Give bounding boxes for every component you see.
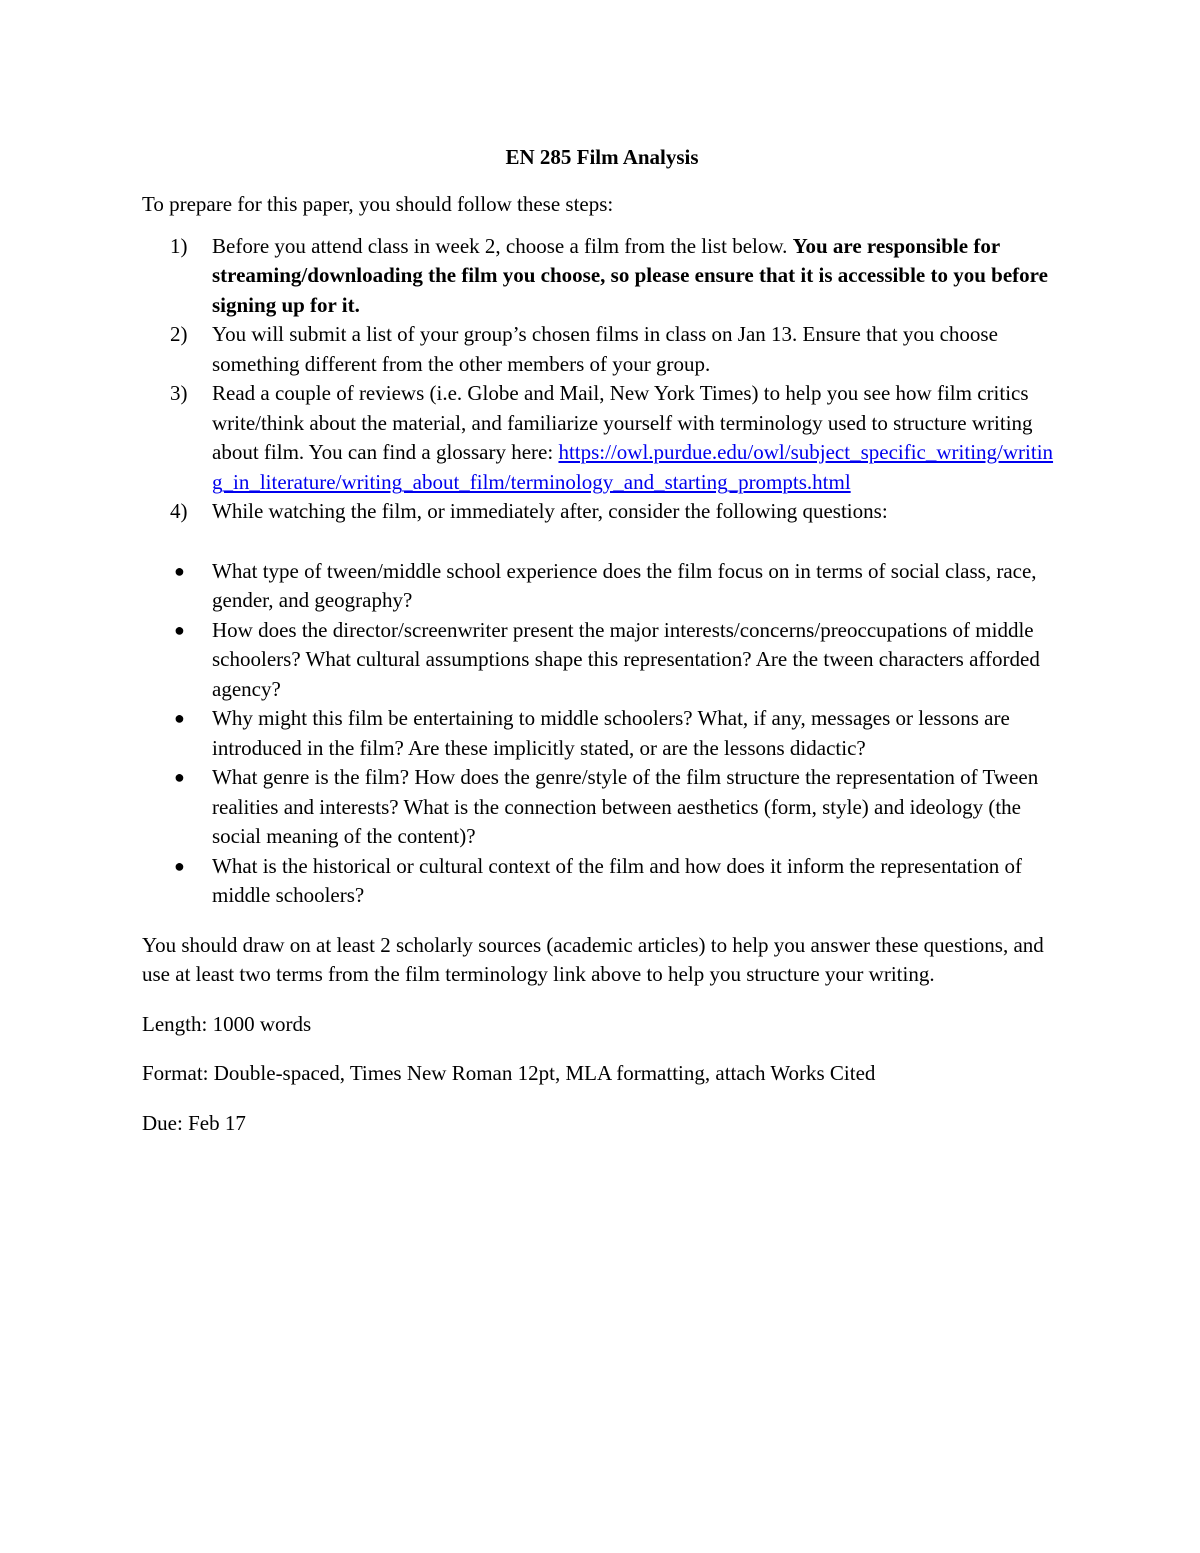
step-text: You will submit a list of your group’s chosen films in class on Jan 13. Ensure that you choose something different from the other members of your group. <box>212 322 998 376</box>
step-number: 4) <box>170 499 188 523</box>
intro-text: To prepare for this paper, you should follow these steps: <box>142 192 614 216</box>
step-4 <box>142 497 1062 527</box>
glossary-link[interactable]: https://owl.purdue.edu/owl/subject_specific_writing/writing_in_literature/writing_about_film/terminology_and_starting_prompts.html <box>212 440 1054 494</box>
bullet-icon: ● <box>174 708 185 728</box>
question-item <box>142 704 1062 763</box>
step-1 <box>142 232 1062 321</box>
step-text: Before you attend class in week 2, choose a film from the list below. <box>212 233 793 258</box>
question-item <box>142 763 1062 852</box>
question-text: What is the historical or cultural context of the film and how does it inform the representation of middle schoolers? <box>212 853 1023 907</box>
step-text: While watching the film, or immediately after, consider the following questions: <box>212 499 888 523</box>
question-text: How does the director/screenwriter present the major interests/concerns/preoccupations of middle schoolers? What cultural assumptions shape this representation? Are the tween characters afforded agency? <box>212 617 1040 701</box>
bullet-icon: ● <box>174 560 185 581</box>
question-item <box>142 616 1062 705</box>
length-line: Length: 1000 words <box>142 1011 312 1036</box>
question-text: What type of tween/middle school experience does the film focus on in terms of social class, race, gender, and geography? <box>212 558 1037 612</box>
step-number: 3) <box>170 381 188 405</box>
bullet-icon: ● <box>174 619 185 640</box>
sources-paragraph: You should draw on at least 2 scholarly sources (academic articles) to help you answer these questions, and use at least two terms from the film terminology link above to help you structure your writing. <box>142 932 1044 986</box>
question-item <box>142 852 1062 911</box>
question-text: What genre is the film? How does the genre/style of the film structure the representation of Tween realities and interests? What is the connection between aesthetics (form, style) and ideology (the social meaning of the content)? <box>212 765 1039 848</box>
step-2 <box>142 320 1062 379</box>
step-text: Read a couple of reviews (i.e. Globe and Mail, New York Times) to help you see how film critics write/think about the material, and familiarize yourself with terminology used to structure writing about film. You can find a glossary here: <box>212 381 1033 464</box>
step-3 <box>142 379 1062 497</box>
due-line: Due: Feb 17 <box>142 1110 246 1135</box>
bullet-icon: ● <box>174 767 185 787</box>
question-text: Why might this film be entertaining to middle schoolers? What, if any, messages or lessons are introduced in the film? Are these implicitly stated, or are the lessons didactic? <box>212 706 1010 760</box>
steps-list <box>142 232 1062 527</box>
step-number: 2) <box>170 322 188 346</box>
document-content <box>142 140 1062 1138</box>
bullet-icon: ● <box>174 855 185 876</box>
question-item <box>142 557 1062 616</box>
document-title: EN 285 Film Analysis <box>505 145 699 169</box>
step-bold-text: You are responsible for streaming/downloading the film you choose, so please ensure that it is accessible to you before signing up for it. <box>212 233 1048 317</box>
step-number: 1) <box>170 233 188 258</box>
format-line: Format: Double-spaced, Times New Roman 12pt, MLA formatting, attach Works Cited <box>142 1061 876 1085</box>
questions-list <box>142 557 1062 911</box>
